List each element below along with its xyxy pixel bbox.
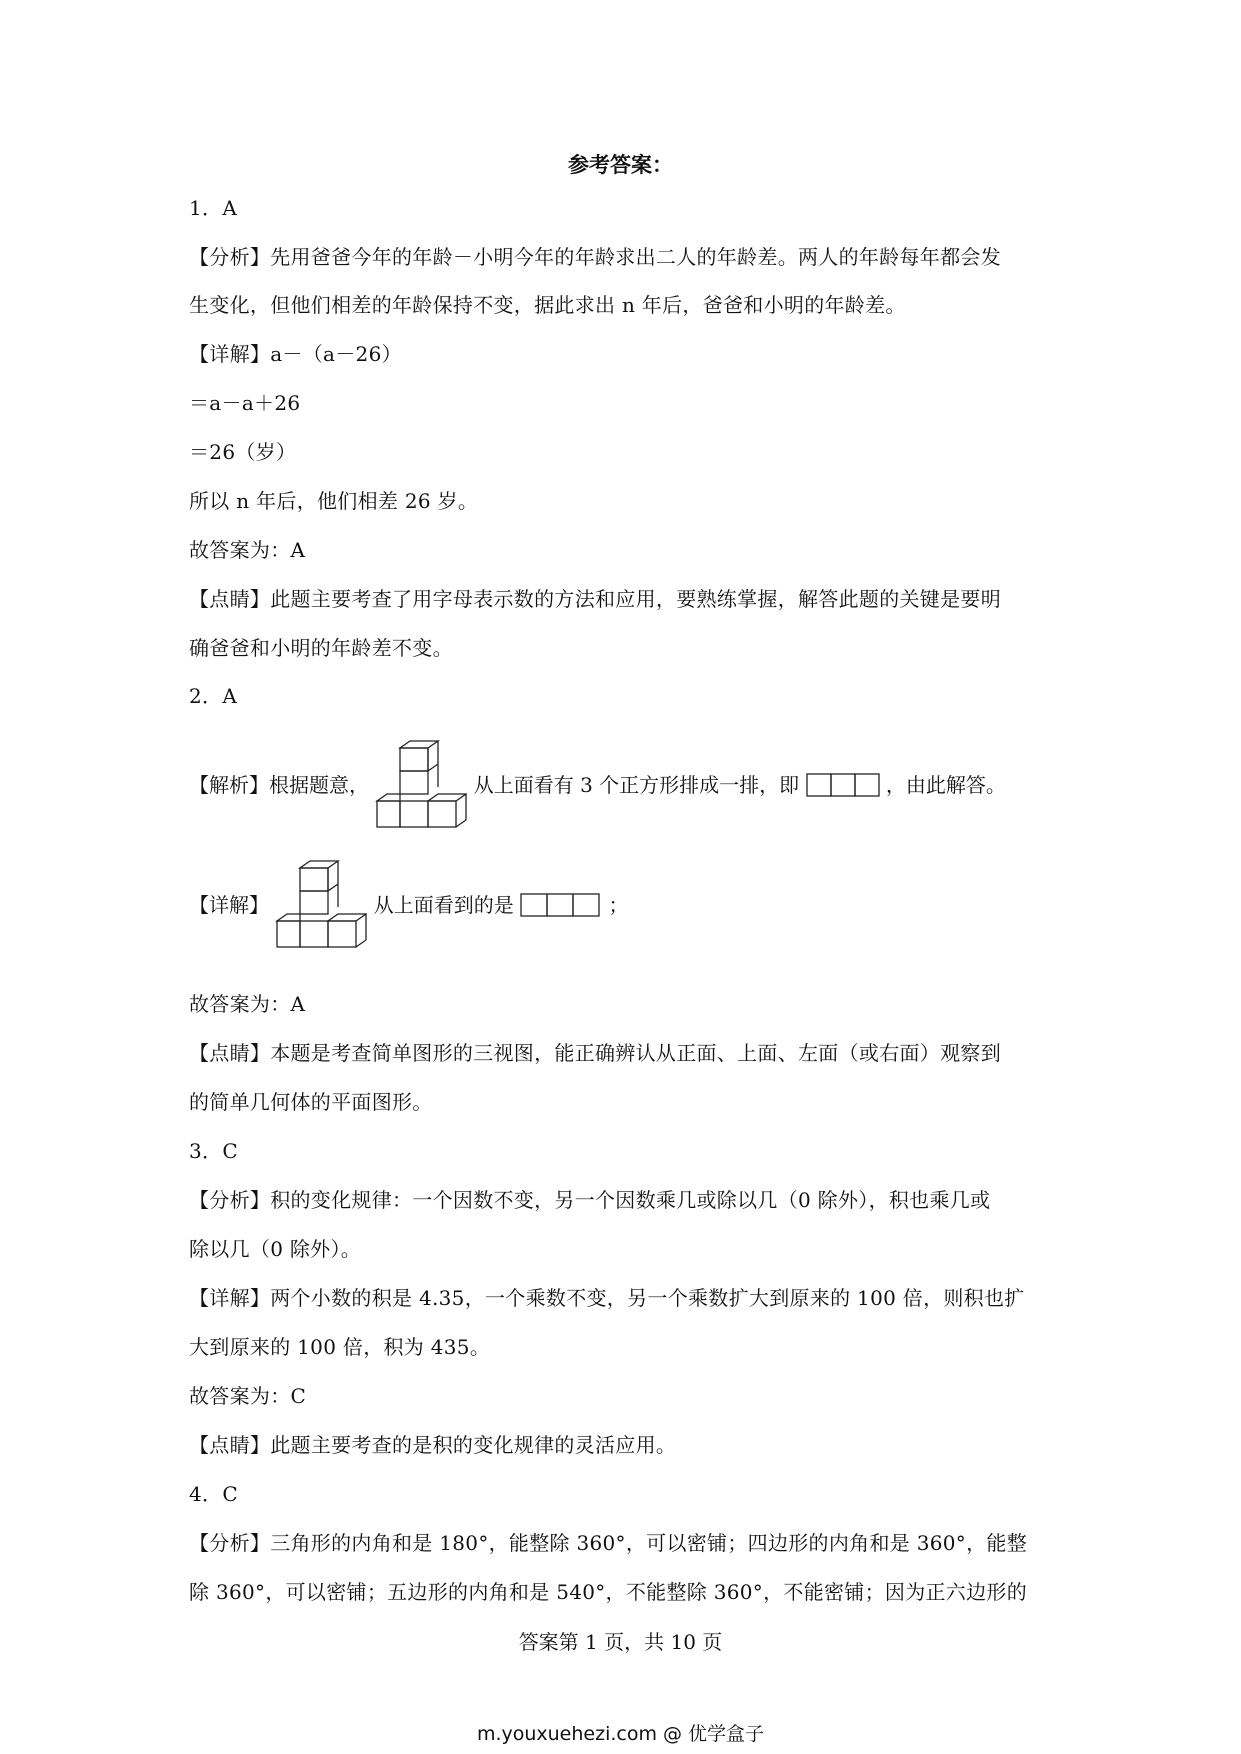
q2-number: 2．A xyxy=(189,684,238,708)
q1-comment-line2: 确爸爸和小明的年龄差不变。 xyxy=(189,636,453,660)
q1-analysis-line2: 生变化，但他们相差的年龄保持不变，据此求出 n 年后，爸爸和小明的年龄差。 xyxy=(189,293,906,317)
q2-jiexi-middle: 从上面看有 3 个正方形排成一排，即 xyxy=(473,773,800,797)
three-squares-figure xyxy=(806,772,880,798)
q2-detail-prefix: 【详解】 xyxy=(189,893,269,917)
q2-detail-suffix: ； xyxy=(608,893,629,917)
three-squares-figure-2 xyxy=(520,892,602,918)
q2-comment-line2: 的简单几何体的平面图形。 xyxy=(189,1090,433,1114)
q2-detail-line xyxy=(189,860,628,950)
q1-analysis-line1: 【分析】先用爸爸今年的年龄－小明今年的年龄求出二人的年龄差。两人的年龄每年都会发 xyxy=(189,245,1001,269)
q2-jiexi-line xyxy=(189,740,1006,830)
q1-answer: 故答案为：A xyxy=(189,538,306,562)
q1-detail-line4: 所以 n 年后，他们相差 26 岁。 xyxy=(189,489,479,513)
q1-detail-line1: 【详解】a－（a－26） xyxy=(189,342,402,366)
site-watermark: m.youxuehezi.com @ 优学盒子 xyxy=(476,1723,765,1745)
cube-stack-figure-2 xyxy=(275,860,367,950)
q3-answer: 故答案为：C xyxy=(189,1384,307,1408)
q2-detail-middle: 从上面看到的是 xyxy=(373,893,514,917)
q1-detail-line3: ＝26（岁） xyxy=(189,440,297,464)
q1-comment-line1: 【点睛】此题主要考查了用字母表示数的方法和应用，要熟练掌握，解答此题的关键是要明 xyxy=(189,587,1001,611)
q4-analysis-line1: 【分析】三角形的内角和是 180°，能整除 360°，可以密铺；四边形的内角和是 360°，能整 xyxy=(189,1531,1027,1555)
q3-detail-line1: 【详解】两个小数的积是 4.35，一个乘数不变，另一个乘数扩大到原来的 100 倍，则积也扩 xyxy=(189,1286,1025,1310)
q3-analysis-line2: 除以几（0 除外）。 xyxy=(189,1237,362,1261)
q4-analysis-line2: 除 360°，可以密铺；五边形的内角和是 540°，不能整除 360°，不能密铺；因为正六边形的 xyxy=(189,1580,1027,1604)
cube-stack-figure xyxy=(375,740,467,830)
q3-comment-line1: 【点睛】此题主要考查的是积的变化规律的灵活应用。 xyxy=(189,1433,677,1457)
q2-comment-line1: 【点睛】本题是考查简单图形的三视图，能正确辨认从正面、上面、左面（或右面）观察到 xyxy=(189,1041,1001,1065)
q2-answer: 故答案为：A xyxy=(189,992,306,1016)
q3-analysis-line1: 【分析】积的变化规律：一个因数不变，另一个因数乘几或除以几（0 除外），积也乘几或 xyxy=(189,1188,991,1212)
q1-number: 1．A xyxy=(189,196,238,220)
q2-jiexi-suffix: ，由此解答。 xyxy=(885,773,1006,797)
q1-detail-line2: ＝a－a＋26 xyxy=(189,391,301,415)
q2-jiexi-prefix: 【解析】根据题意， xyxy=(189,773,369,797)
q3-number: 3．C xyxy=(189,1139,238,1163)
q4-number: 4．C xyxy=(189,1482,238,1506)
page-title: 参考答案： xyxy=(568,152,673,177)
page-footer: 答案第 1 页，共 10 页 xyxy=(518,1630,723,1654)
q3-detail-line2: 大到原来的 100 倍，积为 435。 xyxy=(189,1335,491,1359)
